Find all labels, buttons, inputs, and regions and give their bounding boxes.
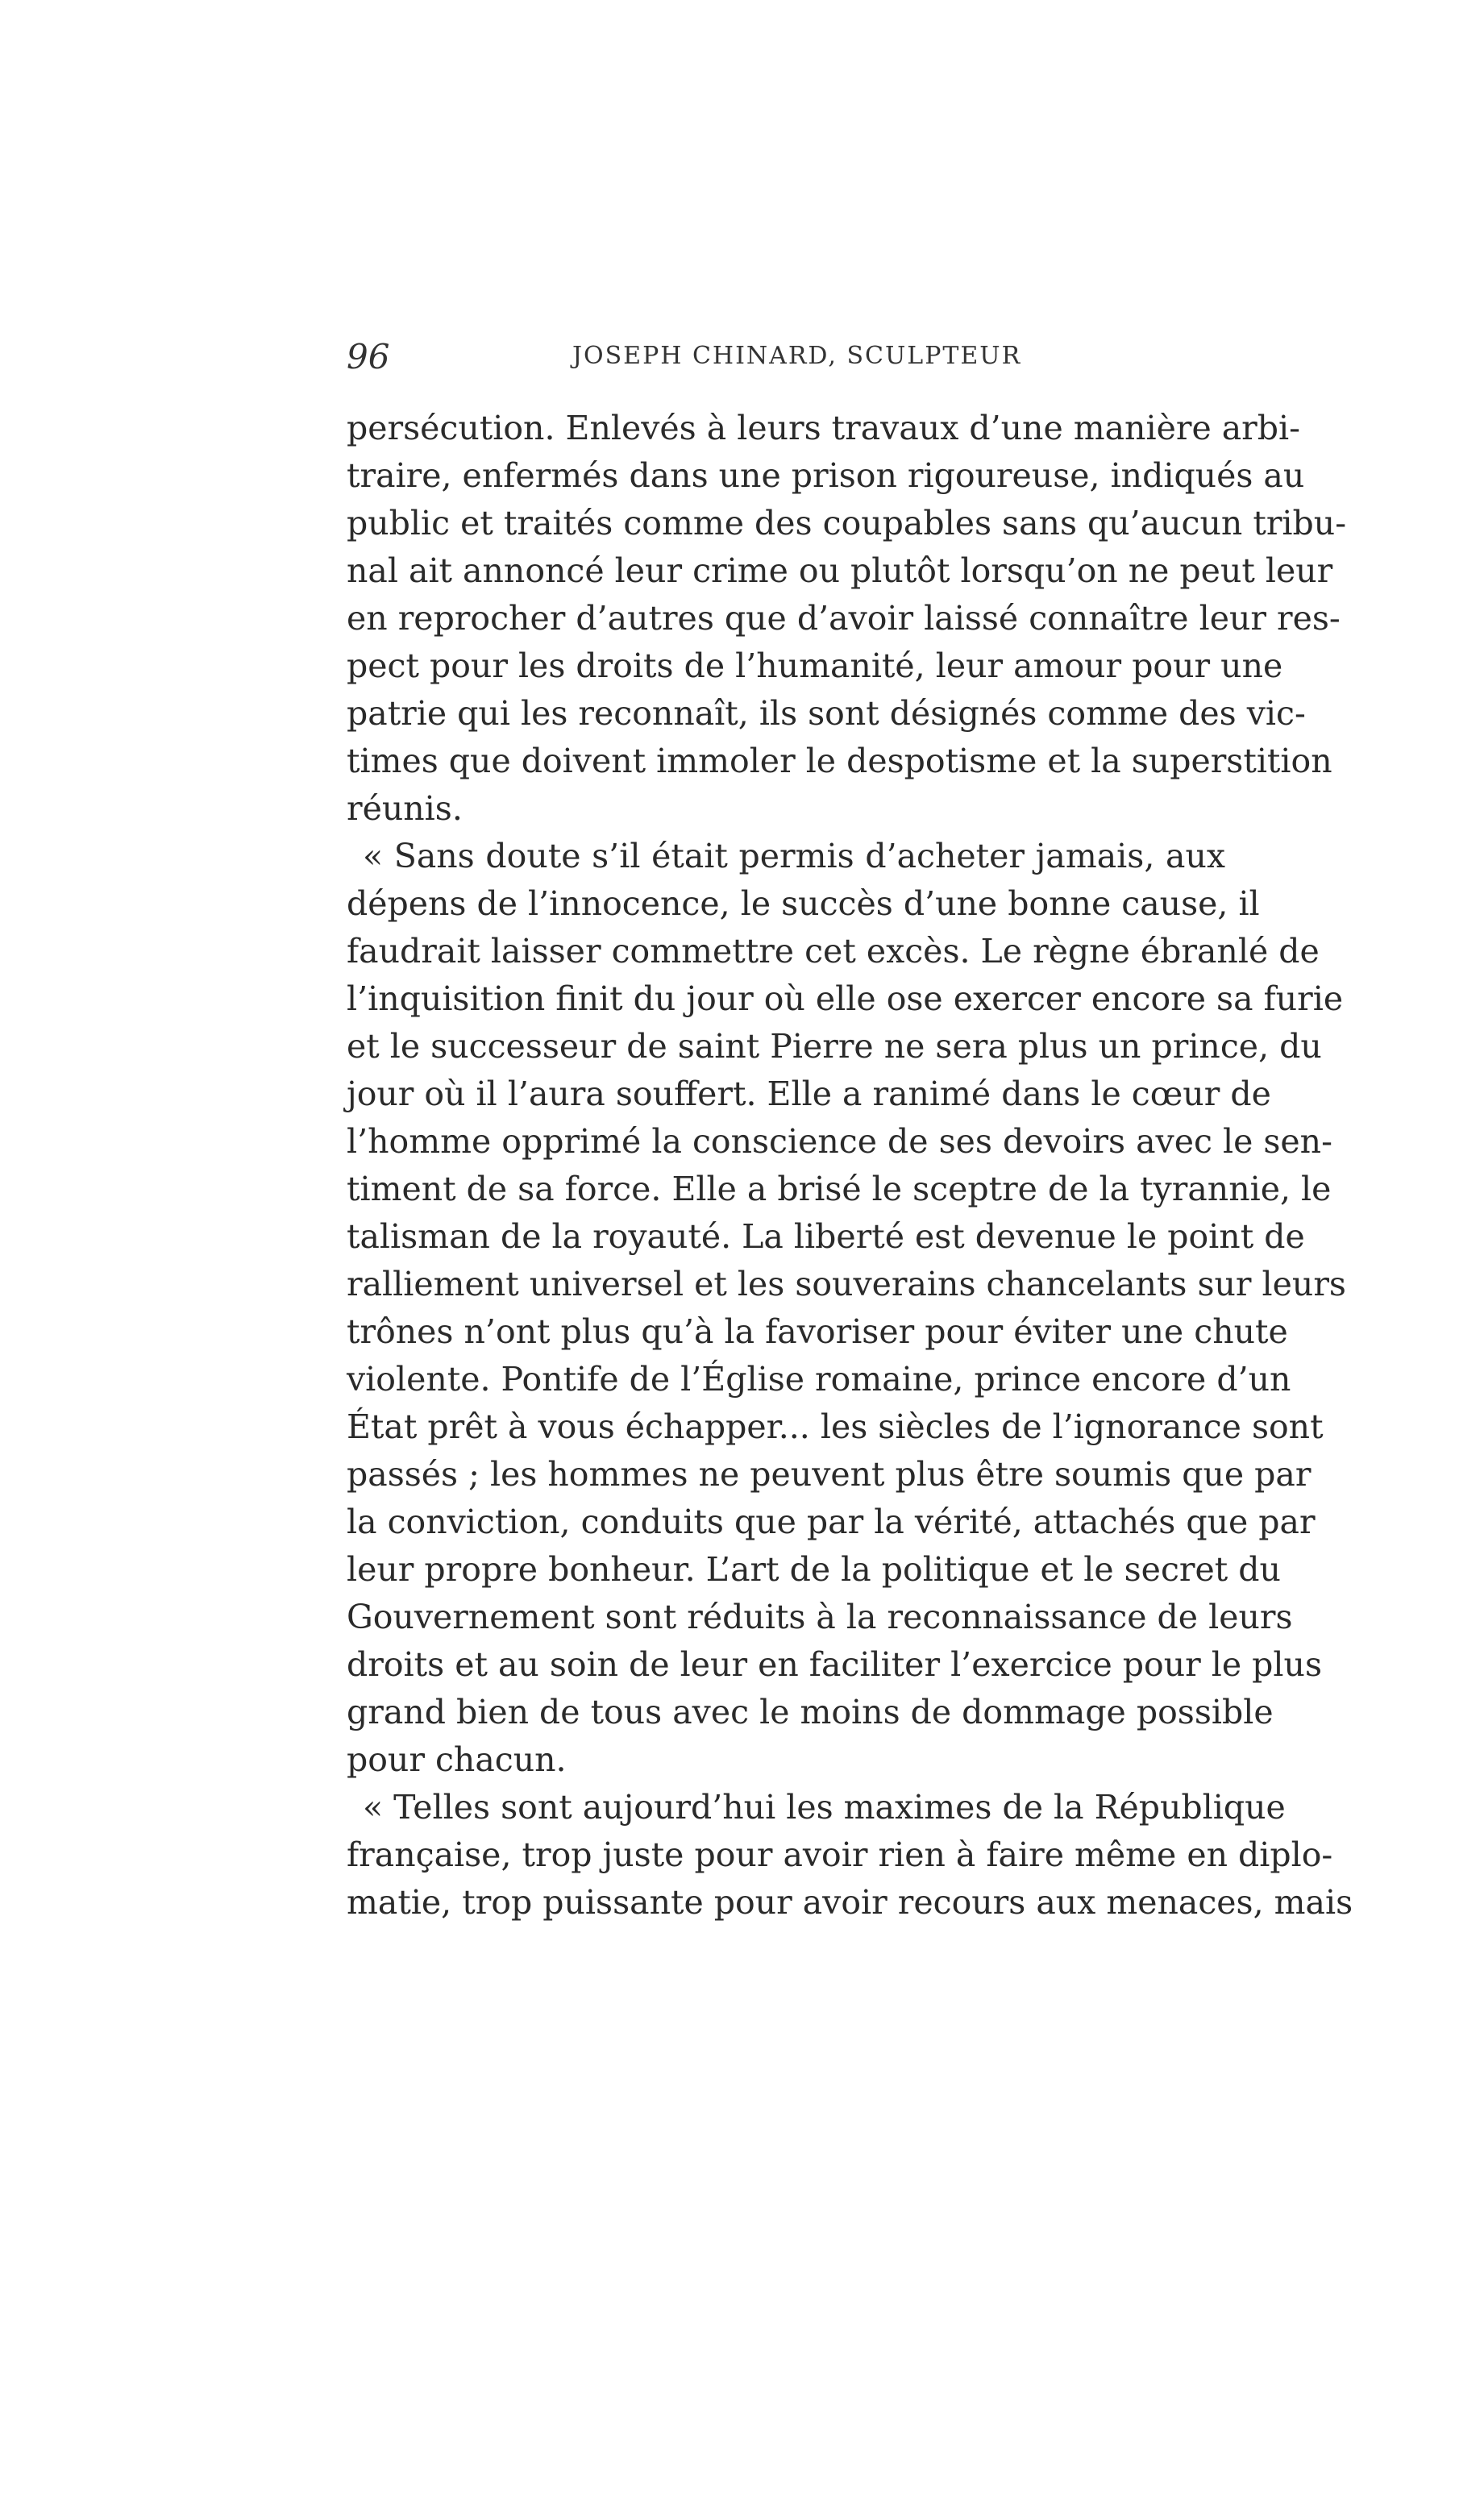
- text-line: talisman de la royauté. La liberté est devenue le point de: [347, 1217, 1305, 1256]
- text-line: faudrait laisser commettre cet excès. Le règne ébranlé de: [347, 932, 1320, 971]
- text-line: française, trop juste pour avoir rien à faire même en diplo-: [347, 1835, 1333, 1874]
- body-text: [347, 405, 1353, 1927]
- text-line: passés ; les hommes ne peuvent plus être soumis que par: [347, 1455, 1311, 1494]
- text-line: traire, enfermés dans une prison rigoureuse, indiqués au: [347, 456, 1305, 495]
- text-line: patrie qui les reconnaît, ils sont désignés comme des vic-: [347, 694, 1306, 733]
- text-line: « Telles sont aujourd’hui les maximes de la République: [363, 1788, 1286, 1827]
- text-line: la conviction, conduits que par la vérité, attachés que par: [347, 1503, 1316, 1541]
- text-line: times que doivent immoler le despotisme et la superstition: [347, 742, 1332, 780]
- text-line: public et traités comme des coupables sans qu’aucun tribu-: [347, 504, 1347, 542]
- text-line: nal ait annoncé leur crime ou plutôt lorsqu’on ne peut leur: [347, 551, 1333, 590]
- paragraph: [347, 1784, 1353, 1927]
- text-line: l’homme opprimé la conscience de ses devoirs avec le sen-: [347, 1122, 1332, 1161]
- text-line: « Sans doute s’il était permis d’acheter jamais, aux: [363, 837, 1225, 875]
- text-line: ralliement universel et les souverains chancelants sur leurs: [347, 1265, 1346, 1303]
- text-line: timent de sa force. Elle a brisé le sceptre de la tyrannie, le: [347, 1170, 1332, 1208]
- text-line: dépens de l’innocence, le succès d’une bonne cause, il: [347, 884, 1260, 923]
- text-line: réunis.: [347, 789, 463, 828]
- text-line: et le successeur de saint Pierre ne sera plus un prince, du: [347, 1027, 1322, 1066]
- text-line: Gouvernement sont réduits à la reconnaissance de leurs: [347, 1598, 1293, 1636]
- page-number: 96: [347, 337, 390, 376]
- paragraph: [347, 833, 1346, 1784]
- text-line: en reprocher d’autres que d’avoir laissé connaître leur res-: [347, 599, 1341, 638]
- text-line: État prêt à vous échapper... les siècles de l’ignorance sont: [347, 1407, 1324, 1446]
- text-line: persécution. Enlevés à leurs travaux d’une manière arbi-: [347, 409, 1300, 447]
- text-line: trônes n’ont plus qu’à la favoriser pour éviter une chute: [347, 1312, 1288, 1351]
- text-line: pour chacun.: [347, 1740, 567, 1779]
- paragraph: [347, 405, 1347, 833]
- text-line: droits et au soin de leur en faciliter l’exercice pour le plus: [347, 1645, 1322, 1684]
- text-line: pect pour les droits de l’humanité, leur amour pour une: [347, 646, 1283, 685]
- text-line: l’inquisition finit du jour où elle ose exercer encore sa furie: [347, 979, 1344, 1018]
- text-line: grand bien de tous avec le moins de dommage possible: [347, 1693, 1274, 1731]
- running-title: JOSEPH CHINARD, SCULPTEUR: [572, 342, 1022, 370]
- text-line: matie, trop puissante pour avoir recours aux menaces, mais: [347, 1883, 1353, 1922]
- text-line: violente. Pontife de l’Église romaine, prince encore d’un: [347, 1360, 1291, 1399]
- text-line: leur propre bonheur. L’art de la politique et le secret du: [347, 1550, 1281, 1589]
- text-line: jour où il l’aura souffert. Elle a ranimé dans le cœur de: [347, 1074, 1271, 1113]
- page-header: [347, 337, 1233, 385]
